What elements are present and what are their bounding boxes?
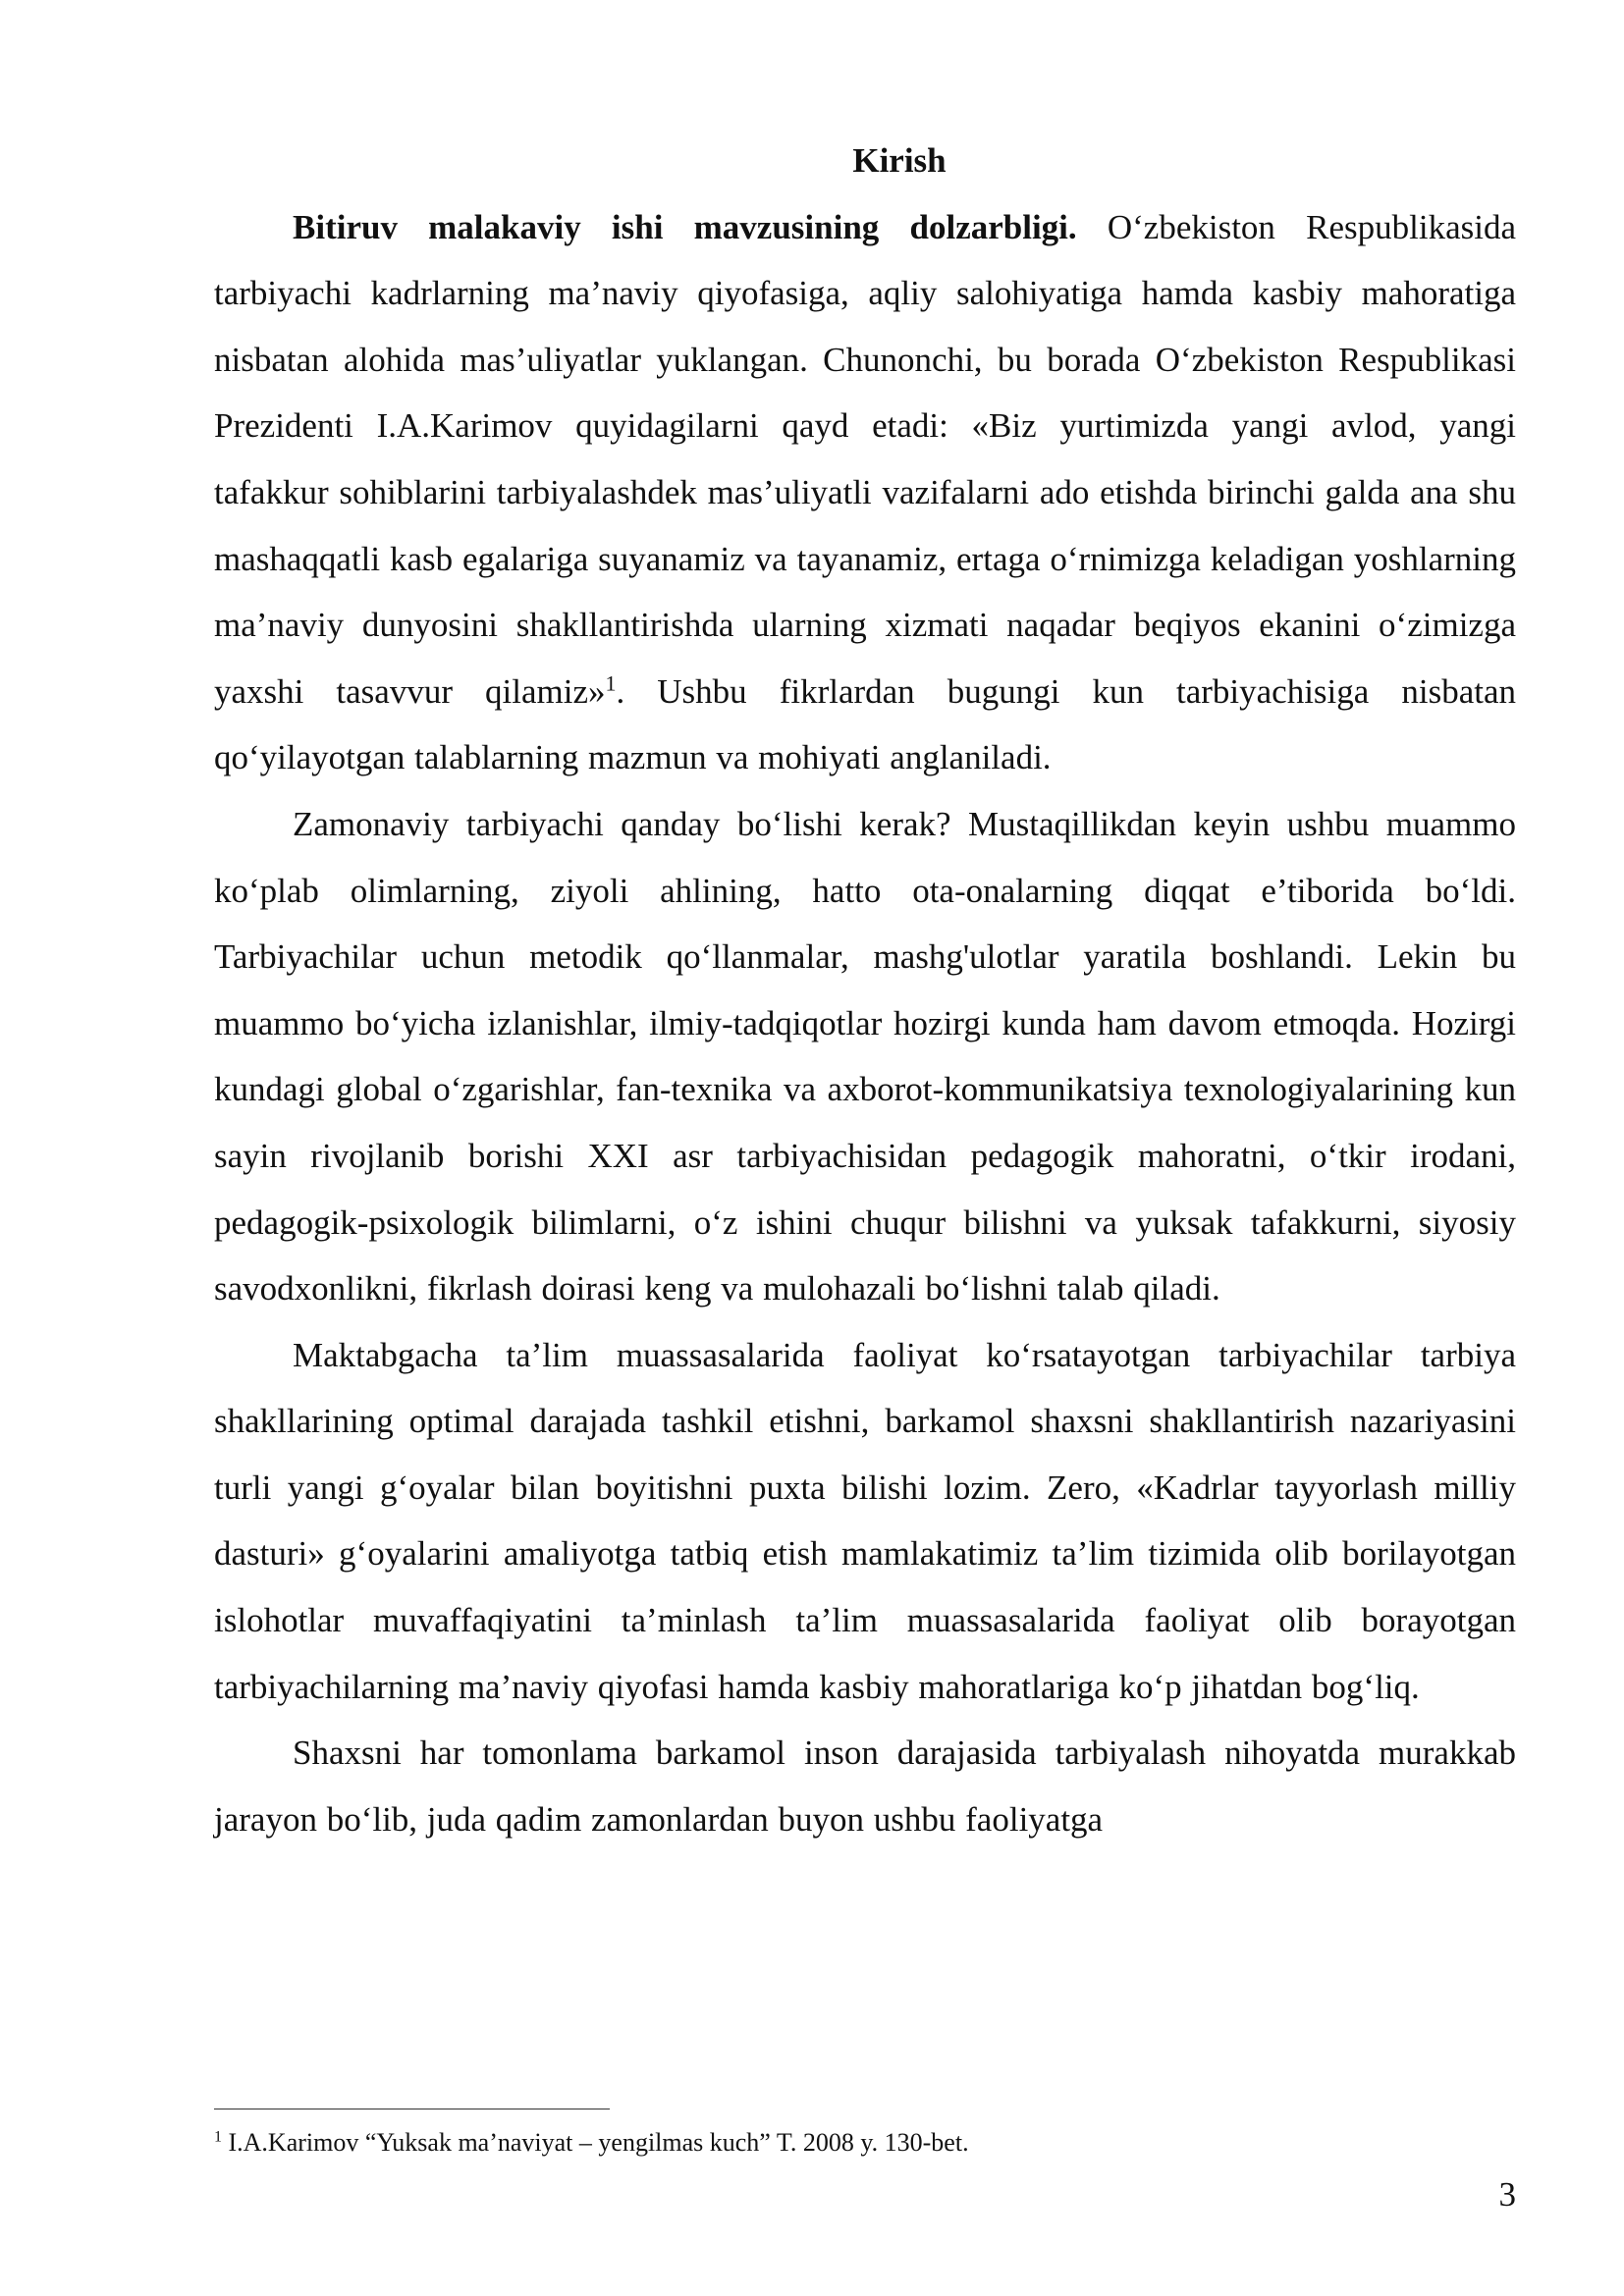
footnote-text: I.A.Karimov “Yuksak ma’naviyat – yengilmas kuch” T. 2008 y. 130-bet. [222, 2128, 969, 2157]
paragraph-text-continued: . Ushbu fikrlardan bugungi kun tarbiyachisiga nisbatan qo‘yilayotgan talablarning mazmun va mohiyati anglaniladi. [214, 671, 1516, 777]
paragraph-relevance [214, 194, 1516, 791]
section-heading: Kirish [852, 141, 947, 180]
paragraph-modern-educator: Zamonaviy tarbiyachi qanday bo‘lishi kerak? Mustaqillikdan keyin ushbu muammo ko‘plab olimlarning, ziyoli ahlining, hatto ota-onalarning diqqat e’tiborida bo‘ldi. Tarbiyachilar uchun metodik qo‘llanmalar, mashg'ulotlar yaratila boshlandi. Lekin bu muammo bo‘yicha izlanishlar, ilmiy-tadqiqotlar hozirgi kunda ham davom etmoqda. Hozirgi kundagi global o‘zgarishlar, fan-texnika va axborot-kommunikatsiya texnologiyalarining kun sayin rivojlanib borishi XXI asr tarbiyachisidan pedagogik mahoratni, o‘tkir irodani, pedagogik-psixologik bilimlarni, o‘z ishini chuqur bilishni va yuksak tafakkurni, siyosiy savodxonlikni, fikrlash doirasi keng va mulohazali bo‘lishni talab qiladi. [214, 804, 1516, 1308]
page-number: 3 [1498, 2175, 1516, 2214]
paragraph-personality: Shaxsni har tomonlama barkamol inson darajasida tarbiyalash nihoyatda murakkab jarayon bo‘lib, juda qadim zamonlardan buyon ushbu faoliyatga [214, 1734, 1516, 1839]
document-body [214, 128, 1516, 1852]
paragraph-text: O‘zbekiston Respublikasida tarbiyachi kadrlarning ma’naviy qiyofasiga, aqliy salohiyatiga hamda kasbiy mahoratiga nisbatan alohida mas’uliyatlar yuklangan. Chunonchi, bu borada O‘zbekiston Respublikasi Prezidenti I.A.Karimov quyidagilarni qayd etadi: «Biz yurtimizda yangi avlod, yangi tafakkur sohiblarini tarbiyalashdek mas’uliyatli vazifalarni ado etishda birinchi galda ana shu mashaqqatli kasb egalariga suyanamiz va tayanamiz, ertaga o‘rnimizga keladigan yoshlarning ma’naviy dunyosini shakllantirishda ularning xizmati naqadar beqiyos ekanini o‘zimizga yaxshi tasavvur qilamiz» [214, 207, 1516, 711]
footnote [214, 2126, 969, 2160]
footnote-reference[interactable]: 1 [605, 670, 617, 696]
paragraph-preschool: Maktabgacha ta’lim muassasalarida faoliyat ko‘rsatayotgan tarbiyachilar tarbiya shakllarining optimal darajada tashkil etishni, barkamol shaxsni shakllantirish nazariyasini turli yangi g‘oyalar bilan boyitishni puxta bilishi lozim. Zero, «Kadrlar tayyorlash milliy dasturi» g‘oyalarini amaliyotga tatbiq etish mamlakatimiz ta’lim tizimida olib borilayotgan islohotlar muvaffaqiyatini ta’minlash ta’lim muassasalarida faoliyat olib borayotgan tarbiyachilarning ma’naviy qiyofasi hamda kasbiy mahoratlariga ko‘p jihatdan bog‘liq. [214, 1335, 1516, 1706]
paragraph-lead: Bitiruv malakaviy ishi mavzusining dolzarbligi. [293, 207, 1077, 246]
footnote-mark: 1 [214, 2128, 222, 2146]
